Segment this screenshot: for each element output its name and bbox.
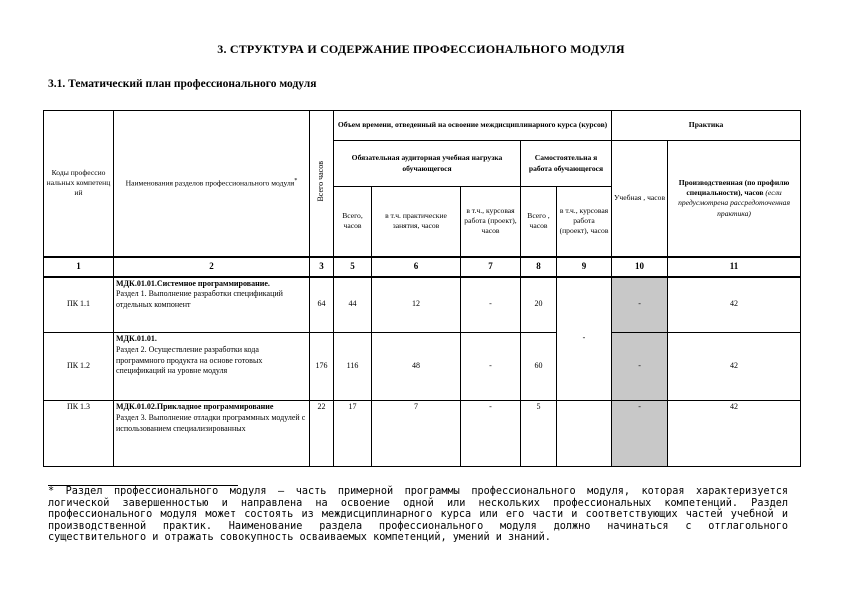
total-hours: 64 <box>310 277 334 333</box>
training-practice-hours: - <box>612 277 668 333</box>
header-codes: Коды профессио нальных компетенц ий <box>44 111 114 257</box>
header-sections: Наименования разделов профессионального модуля* <box>114 111 310 257</box>
header-mandatory-load: Обязательная аудиторная учебная нагрузка обучающегося <box>334 141 521 187</box>
column-number: 2 <box>114 257 310 277</box>
header-practice: Практика <box>612 111 801 141</box>
header-independent-course-work: в т.ч., курсовая работа (проект), часов <box>557 187 612 257</box>
mandatory-total: 17 <box>334 401 372 467</box>
production-practice-hours: 42 <box>668 333 801 401</box>
table-row <box>44 277 801 333</box>
section-subtitle: 3.1. Тематический план профессионального модуля <box>48 78 317 90</box>
competence-code: ПК 1.1 <box>44 277 114 333</box>
header-production-practice: Производственная (по профилю специальности), часов (если предусмотрена рассредоточенная практика) <box>668 141 801 257</box>
column-number: 5 <box>334 257 372 277</box>
section-title: МДК.01.02.Прикладное программирование Раздел 3. Выполнение отладки программных модулей с использованием специализированных <box>114 401 310 467</box>
practical-hours: 12 <box>372 277 461 333</box>
mandatory-total: 116 <box>334 333 372 401</box>
independent-total: 5 <box>521 401 557 467</box>
table-row <box>44 333 801 401</box>
header-mandatory-total: Всего, часов <box>334 187 372 257</box>
production-practice-hours: 42 <box>668 277 801 333</box>
header-independent-work: Самостоятельна я работа обучающегося <box>521 141 612 187</box>
column-number: 7 <box>461 257 521 277</box>
column-number: 8 <box>521 257 557 277</box>
table-row <box>44 401 801 467</box>
total-hours: 22 <box>310 401 334 467</box>
header-training-practice: Учебная , часов <box>612 141 668 257</box>
section-title: МДК.01.01. Раздел 2. Осуществление разработки кода программного продукта на основе готовых спецификаций на уровне модуля <box>114 333 310 401</box>
thematic-plan-table <box>43 110 801 467</box>
column-number: 9 <box>557 257 612 277</box>
independent-course-work-empty <box>557 401 612 467</box>
course-work-hours: - <box>461 401 521 467</box>
header-course-work: в т.ч., курсовая работа (проект), часов <box>461 187 521 257</box>
course-work-hours: - <box>461 277 521 333</box>
column-number: 11 <box>668 257 801 277</box>
header-total-hours: Всего часов <box>310 111 334 257</box>
competence-code: ПК 1.3 <box>44 401 114 467</box>
header-independent-total: Всего , часов <box>521 187 557 257</box>
column-number: 1 <box>44 257 114 277</box>
section-title: МДК.01.01.Системное программирование. Раздел 1. Выполнение разработки спецификаций отдельных компонент <box>114 277 310 333</box>
header-practical-classes: в т.ч. практические занятия, часов <box>372 187 461 257</box>
header-time-volume: Объем времени, отведенный на освоение междисциплинарного курса (курсов) <box>334 111 612 141</box>
footnote-text: * Раздел профессионального модуля – часть примерной программы профессионального модуля, которая характеризуется логической завершенностью и направлена на освоение одной или нескольких профессиональных компетенций. Раздел профессионального модуля может состоять из междисциплинарного курса или его части и соответствующих частей учебной и производственной практик. Наименование раздела профессионального модуля должно начинаться с отглагольного существительного и отражать совокупность осваиваемых компетенций, умений и знаний. <box>48 486 788 544</box>
production-practice-hours: 42 <box>668 401 801 467</box>
course-work-hours: - <box>461 333 521 401</box>
independent-total: 20 <box>521 277 557 333</box>
competence-code: ПК 1.2 <box>44 333 114 401</box>
column-number: 3 <box>310 257 334 277</box>
total-hours: 176 <box>310 333 334 401</box>
training-practice-hours: - <box>612 401 668 467</box>
training-practice-hours: - <box>612 333 668 401</box>
column-number: 6 <box>372 257 461 277</box>
practical-hours: 7 <box>372 401 461 467</box>
mandatory-total: 44 <box>334 277 372 333</box>
page-title: 3. СТРУКТУРА И СОДЕРЖАНИЕ ПРОФЕССИОНАЛЬНОГО МОДУЛЯ <box>217 42 625 56</box>
independent-course-work: - <box>557 277 612 401</box>
practical-hours: 48 <box>372 333 461 401</box>
independent-total: 60 <box>521 333 557 401</box>
column-number: 10 <box>612 257 668 277</box>
